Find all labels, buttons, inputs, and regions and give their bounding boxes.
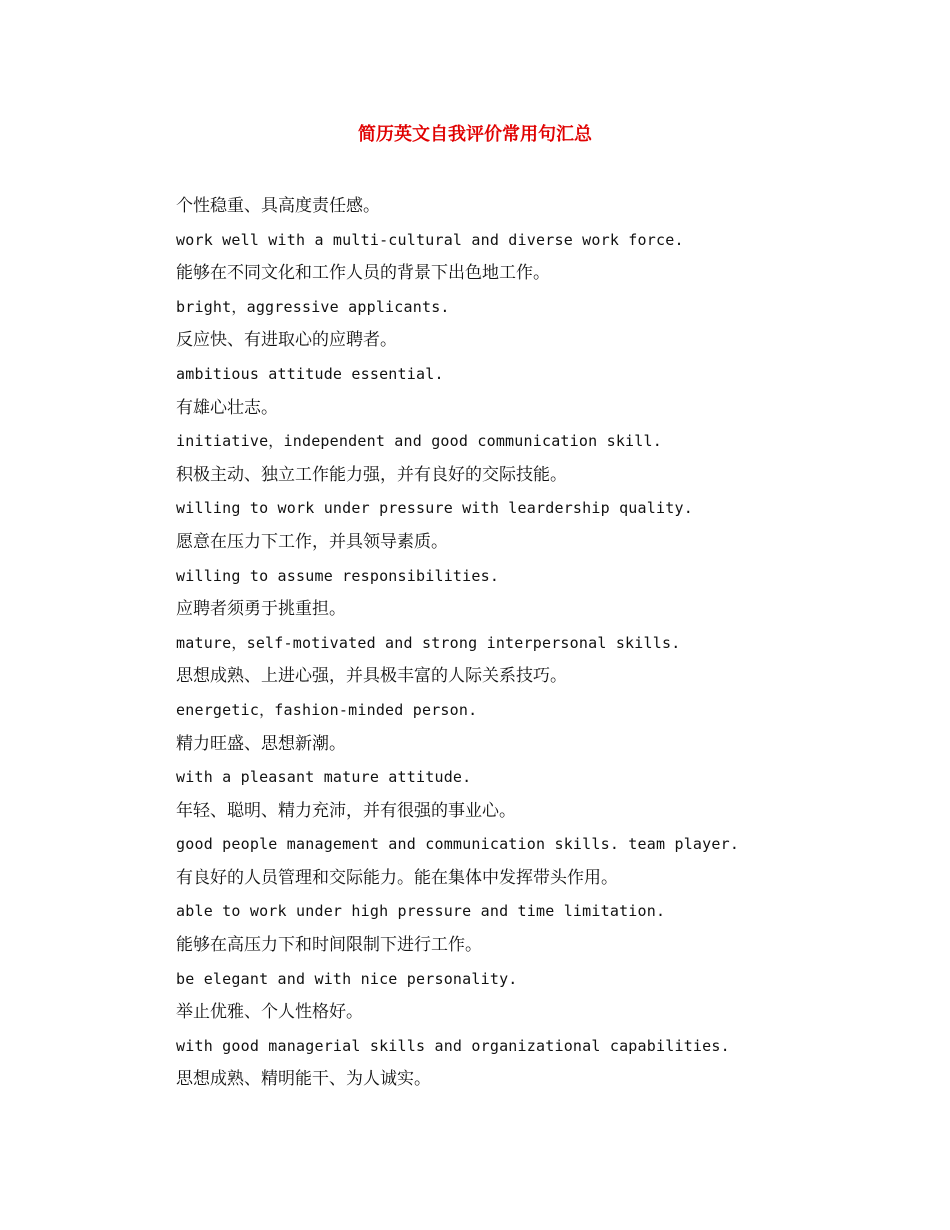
phrase-line-en: ambitious attitude essential.: [176, 364, 444, 383]
phrase-line-zh: 反应快、有进取心的应聘者。: [176, 330, 397, 351]
phrase-line-zh: 愿意在压力下工作，并具领导素质。: [176, 531, 448, 552]
document-title: 简历英文自我评价常用句汇总: [358, 124, 592, 145]
phrase-line-en: willing to assume responsibilities.: [176, 566, 500, 585]
phrase-line-zh: 积极主动、独立工作能力强，并有良好的交际技能。: [176, 464, 567, 485]
phrase-line-en: initiative，independent and good communication skill.: [176, 432, 662, 451]
phrase-line-zh: 举止优雅、个人性格好。: [176, 1002, 363, 1023]
phrase-line-en: with a pleasant mature attitude.: [176, 768, 472, 787]
phrase-line-zh: 能够在不同文化和工作人员的背景下出色地工作。: [176, 263, 550, 284]
phrase-line-zh: 思想成熟、精明能干、为人诚实。: [176, 1069, 431, 1090]
phrase-line-en: energetic，fashion-minded person.: [176, 700, 478, 719]
phrase-line-en: work well with a multi-cultural and diverse work force.: [176, 230, 684, 249]
phrase-line-zh: 精力旺盛、思想新潮。: [176, 733, 346, 754]
phrase-line-zh: 思想成熟、上进心强，并具极丰富的人际关系技巧。: [176, 666, 567, 687]
phrase-line-zh: 有良好的人员管理和交际能力。能在集体中发挥带头作用。: [176, 867, 618, 888]
phrase-line-zh: 个性稳重、具高度责任感。: [176, 196, 380, 216]
phrase-line-zh: 年轻、聪明、精力充沛，并有很强的事业心。: [176, 800, 516, 821]
phrase-line-en: able to work under high pressure and time limitation.: [176, 902, 666, 921]
phrase-line-en: mature，self-motivated and strong interpersonal skills.: [176, 633, 681, 652]
phrase-line-en: be elegant and with nice personality.: [176, 969, 518, 988]
phrase-line-zh: 有雄心壮志。: [176, 397, 278, 418]
phrase-line-zh: 能够在高压力下和时间限制下进行工作。: [176, 935, 482, 956]
phrase-list: [176, 190, 896, 1097]
phrase-line-en: with good managerial skills and organizational capabilities.: [176, 1036, 730, 1055]
phrase-line-en: willing to work under pressure with leardership quality.: [176, 499, 693, 518]
phrase-line-en: bright，aggressive applicants.: [176, 297, 450, 316]
phrase-line-zh: 应聘者须勇于挑重担。: [176, 599, 346, 620]
phrase-line-en: good people management and communication skills. team player.: [176, 835, 740, 854]
